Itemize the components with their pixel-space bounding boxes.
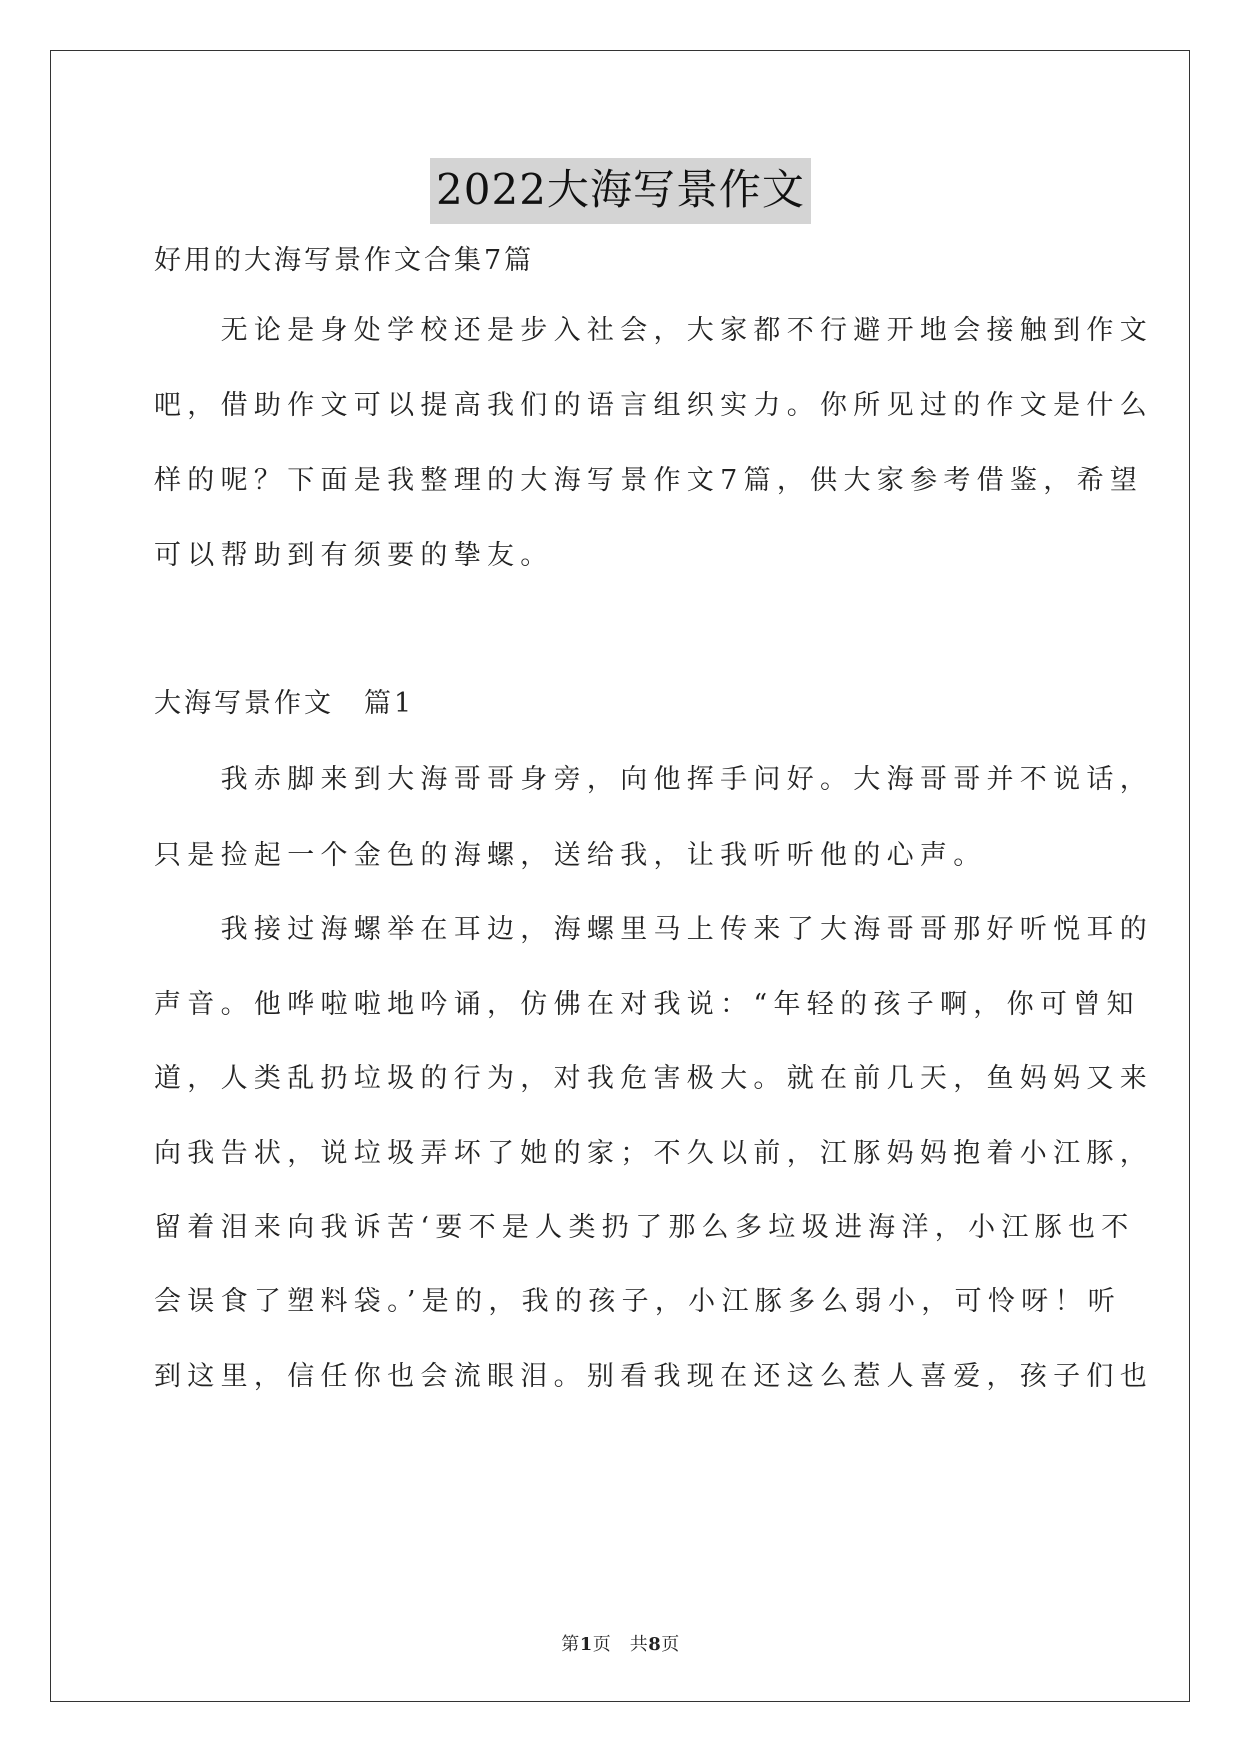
body-line: 到这里，信任你也会流眼泪。别看我现在还这么惹人喜爱，孩子们也 <box>154 1361 1153 1392</box>
body-line: 我赤脚来到大海哥哥身旁，向他挥手问好。大海哥哥并不说话， <box>154 764 1153 795</box>
body-line: 声音。他哗啦啦地吟诵，仿佛在对我说：“年轻的孩子啊，你可曾知 <box>154 989 1140 1020</box>
page-footer <box>0 1630 1241 1656</box>
intro-line: 无论是身处学校还是步入社会，大家都不行避开地会接触到作文 <box>154 315 1153 346</box>
footer-suffix: 页 <box>661 1634 680 1655</box>
body-line: 会误食了塑料袋。’是的，我的孩子，小江豚多么弱小，可怜呀！听 <box>154 1286 1122 1317</box>
body-line: 向我告状，说垃圾弄坏了她的家；不久以前，江豚妈妈抱着小江豚， <box>154 1138 1153 1169</box>
body-line: 只是捡起一个金色的海螺，送给我，让我听听他的心声。 <box>154 840 987 871</box>
body-line: 留着泪来向我诉苦‘要不是人类扔了那么多垃圾进海洋，小江豚也不 <box>154 1212 1135 1243</box>
document-subtitle: 好用的大海写景作文合集7篇 <box>154 245 535 276</box>
footer-total-pages: 8 <box>648 1634 662 1655</box>
section-heading: 大海写景作文 篇1 <box>154 688 415 719</box>
intro-line: 吧，借助作文可以提高我们的语言组织实力。你所见过的作文是什么 <box>154 390 1153 421</box>
intro-line: 样的呢？下面是我整理的大海写景作文7篇，供大家参考借鉴，希望 <box>154 465 1144 496</box>
footer-current-page: 1 <box>579 1634 593 1655</box>
document-title: 2022大海写景作文 <box>430 158 811 224</box>
footer-mid: 页 共 <box>592 1634 649 1655</box>
page-border <box>50 50 1190 1702</box>
title-container <box>0 158 1241 224</box>
body-line: 我接过海螺举在耳边，海螺里马上传来了大海哥哥那好听悦耳的 <box>154 914 1153 945</box>
footer-prefix: 第 <box>561 1634 580 1655</box>
intro-line: 可以帮助到有须要的挚友。 <box>154 540 554 571</box>
body-line: 道，人类乱扔垃圾的行为，对我危害极大。就在前几天，鱼妈妈又来 <box>154 1063 1153 1094</box>
